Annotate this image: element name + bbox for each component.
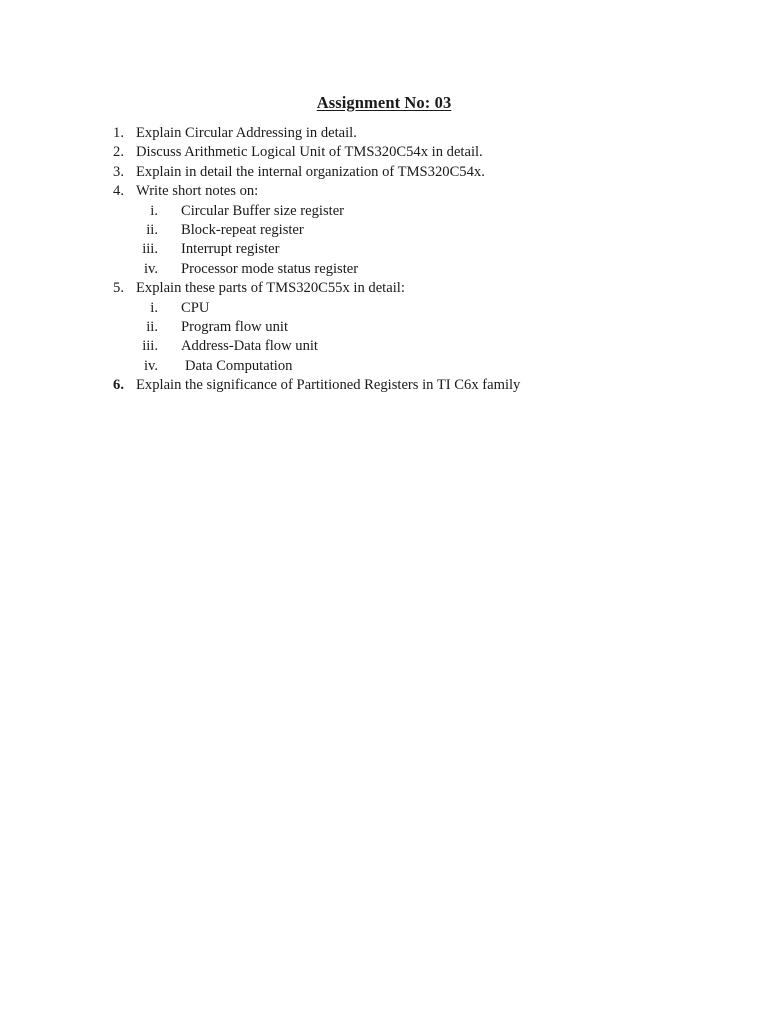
item-number: 5. — [113, 280, 124, 297]
item-text: Explain in detail the internal organization of TMS320C54x. — [136, 163, 485, 180]
sub-list-item — [0, 318, 768, 337]
item-number: 3. — [113, 163, 124, 180]
subitem-text: Data Computation — [185, 357, 293, 374]
item-number: 2. — [113, 144, 124, 161]
subitem-text: Program flow unit — [181, 318, 289, 335]
item-text: Explain these parts of TMS320C55x in detail: — [136, 280, 405, 297]
sub-list-item — [0, 240, 768, 259]
sub-list-item — [0, 299, 768, 318]
subitem-number: iv. — [143, 260, 158, 277]
subitem-text: Processor mode status register — [181, 260, 359, 277]
list-item — [0, 279, 768, 298]
subitem-text: Circular Buffer size register — [181, 202, 345, 219]
question-list — [0, 124, 768, 395]
sub-list-item — [0, 337, 768, 356]
sub-list-item — [0, 357, 768, 376]
sub-list-item — [0, 260, 768, 279]
list-item — [0, 376, 768, 395]
subitem-number: iii. — [142, 241, 158, 258]
subitem-text: Address-Data flow unit — [181, 338, 318, 355]
item-number: 1. — [113, 125, 124, 141]
item-text: Explain Circular Addressing in detail. — [136, 125, 357, 141]
item-text: Write short notes on: — [136, 183, 259, 200]
sub-list-item — [0, 221, 768, 240]
subitem-text: Interrupt register — [181, 241, 280, 258]
sub-list-item — [0, 202, 768, 221]
subitem-text: Block-repeat register — [181, 221, 304, 238]
item-number: 4. — [113, 183, 124, 200]
item-text: Explain the significance of Partitioned Registers in TI C6x family — [136, 377, 521, 394]
list-item — [0, 143, 768, 162]
page-title: Assignment No: 03 — [316, 93, 452, 112]
subitem-text: CPU — [181, 299, 210, 316]
subitem-number: iv. — [143, 357, 158, 374]
item-number: 6. — [113, 377, 124, 394]
subitem-number: i. — [150, 202, 158, 219]
subitem-number: iii. — [142, 338, 158, 355]
subitem-number: ii. — [146, 318, 158, 335]
list-item — [0, 124, 768, 143]
item-text: Discuss Arithmetic Logical Unit of TMS320C54x in detail. — [136, 144, 483, 161]
list-item — [0, 163, 768, 182]
subitem-number: ii. — [146, 221, 158, 238]
subitem-number: i. — [150, 299, 158, 316]
list-item — [0, 182, 768, 201]
